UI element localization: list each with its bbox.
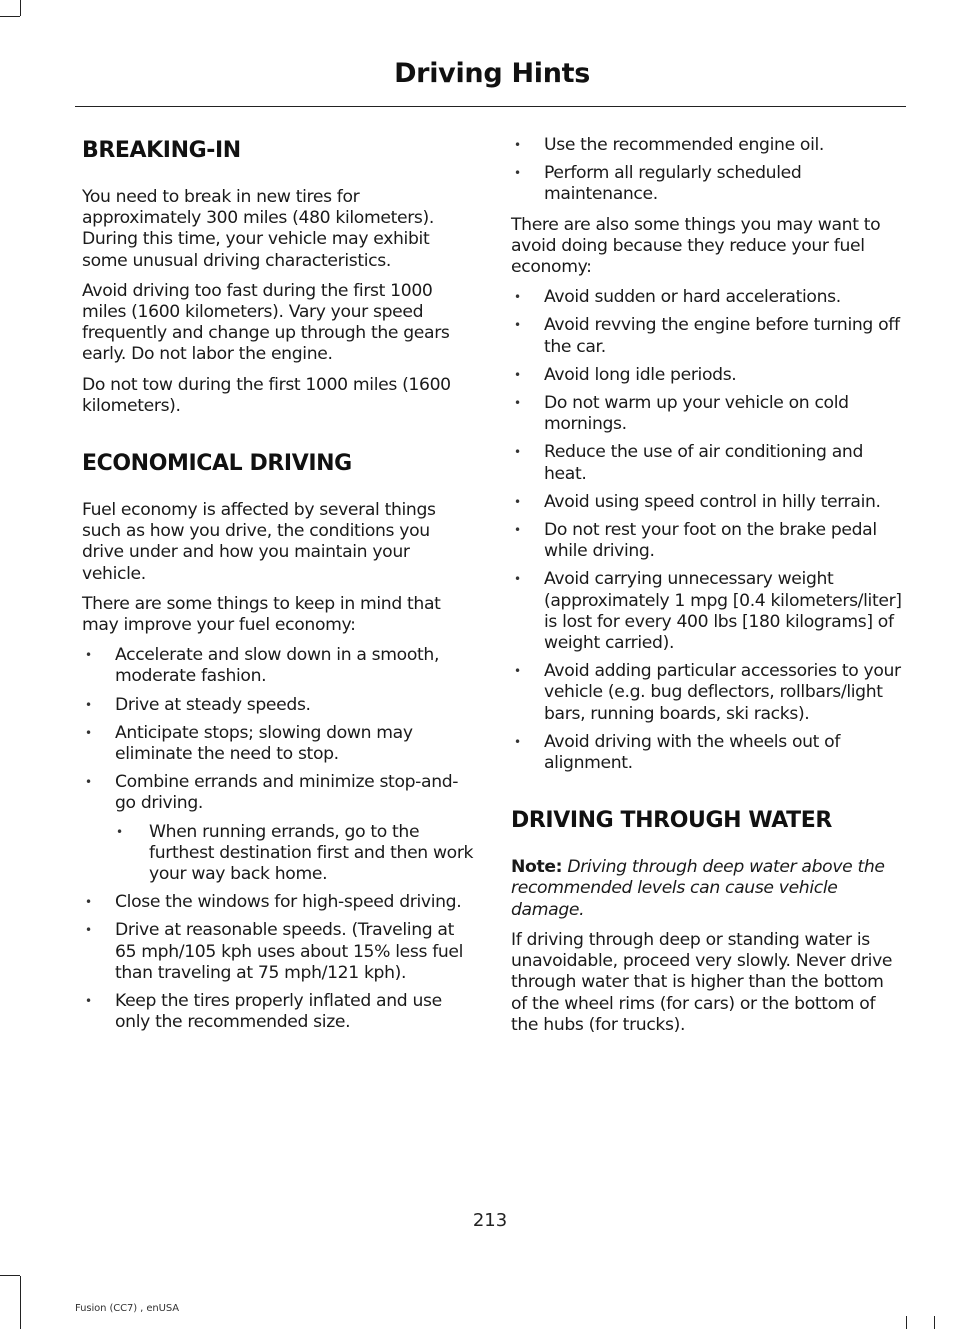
bullet-icon: •	[85, 725, 92, 740]
paragraph: Do not tow during the first 1000 miles (1600 kilometers).	[82, 374, 451, 416]
list-item-text: Avoid carrying unnecessary weight (approximately 1 mpg [0.4 kilometers/liter] is lost for every 400 lbs [180 kilograms] of weight carried).	[544, 569, 902, 654]
bullet-icon: •	[85, 697, 92, 712]
bullet-icon: •	[514, 166, 521, 181]
list-item	[82, 772, 474, 885]
list-item-text: Combine errands and minimize stop-and-go driving.	[115, 772, 459, 814]
list-item-text: Avoid revving the engine before turning off the car.	[544, 315, 900, 357]
bullet-icon: •	[85, 994, 92, 1009]
footer-model-label: Fusion (CC7) , enUSA	[75, 1303, 180, 1314]
right-column	[511, 135, 903, 1045]
crop-mark-bottom-left-v	[20, 1276, 21, 1329]
list-item-text: Drive at steady speeds.	[115, 694, 311, 715]
list-item	[82, 991, 474, 1033]
list-item	[511, 163, 903, 205]
bullet-list	[82, 645, 474, 1033]
bullet-icon: •	[85, 648, 92, 663]
list-item	[82, 645, 474, 687]
bullet-icon: •	[514, 290, 521, 305]
page-title: Driving Hints	[394, 58, 590, 89]
list-item	[511, 365, 903, 386]
note-label: Note:	[511, 857, 563, 878]
list-item-text: Avoid using speed control in hilly terrain.	[544, 491, 881, 512]
bullet-icon: •	[514, 572, 521, 587]
paragraph: There are some things to keep in mind that may improve your fuel economy:	[82, 593, 441, 636]
list-item	[82, 723, 474, 765]
bullet-icon: •	[514, 138, 521, 152]
bullet-icon: •	[85, 775, 92, 790]
list-item-text: Do not warm up your vehicle on cold mornings.	[544, 393, 849, 435]
list-item	[82, 892, 474, 913]
paragraph: Avoid driving too fast during the first 1000 miles (1600 kilometers). Vary your speed frequently and change up through the gears early. Do not labor the engine.	[82, 280, 450, 365]
crop-mark-top-left-h	[0, 16, 20, 17]
list-item-text: Anticipate stops; slowing down may eliminate the need to stop.	[115, 722, 413, 765]
list-item	[511, 287, 903, 308]
list-item-text: Accelerate and slow down in a smooth, moderate fashion.	[115, 645, 440, 687]
paragraph: There are also some things you may want to avoid doing because they reduce your fuel economy:	[511, 214, 881, 278]
list-item-text: Use the recommended engine oil.	[544, 135, 825, 155]
list-item	[511, 135, 903, 156]
list-item-text: Drive at reasonable speeds. (Traveling at 65 mph/105 kph uses about 15% less fuel than traveling at 75 mph/121 kph).	[115, 920, 464, 983]
bullet-icon: •	[514, 396, 521, 411]
bullet-icon: •	[514, 664, 521, 679]
list-item-text: Keep the tires properly inflated and use only the recommended size.	[115, 991, 442, 1033]
paragraph: Fuel economy is affected by several things such as how you drive, the conditions you drive under and how you maintain your vehicle.	[82, 500, 436, 584]
list-item	[511, 520, 903, 562]
list-item	[511, 732, 903, 774]
list-item-text: Avoid driving with the wheels out of alignment.	[544, 731, 841, 774]
list-item-text: Avoid sudden or hard accelerations.	[544, 287, 841, 308]
left-column	[82, 138, 474, 1043]
bullet-icon: •	[116, 824, 123, 839]
list-item-text: When running errands, go to the furthest destination first and then work your way back home.	[149, 821, 474, 885]
list-item	[82, 920, 474, 984]
note	[511, 857, 903, 921]
list-item-text: Avoid long idle periods.	[544, 364, 737, 385]
list-item-text: Do not rest your foot on the brake pedal while driving.	[544, 520, 877, 562]
page-number: 213	[472, 1210, 508, 1231]
note-text: Driving through deep water above the recommended levels can cause vehicle damage.	[511, 857, 885, 920]
bullet-icon: •	[514, 734, 521, 749]
bullet-icon: •	[85, 895, 92, 910]
crop-mark-bottom-right-v2	[934, 1316, 935, 1329]
list-item	[82, 695, 474, 716]
list-item	[511, 442, 903, 484]
heading-driving-through-water: DRIVING THROUGH WATER	[511, 808, 832, 834]
heading-breaking-in: BREAKING-IN	[82, 138, 241, 163]
bullet-list	[511, 287, 903, 774]
list-item	[511, 569, 903, 654]
list-item	[511, 393, 903, 435]
bullet-icon: •	[514, 445, 521, 460]
list-item-text: Avoid adding particular accessories to your vehicle (e.g. bug deflectors, rollbars/light bars, running boards, ski racks).	[544, 661, 901, 724]
bullet-icon: •	[514, 367, 521, 382]
crop-mark-bottom-right-v1	[906, 1316, 907, 1329]
list-item	[511, 315, 903, 357]
sub-list-item	[115, 822, 474, 886]
bullet-icon: •	[85, 923, 92, 938]
paragraph: You need to break in new tires for approximately 300 miles (480 kilometers). During this time, your vehicle may exhibit some unusual driving characteristics.	[82, 187, 434, 271]
list-item-text: Perform all regularly scheduled maintenance.	[544, 163, 802, 205]
bullet-icon: •	[514, 318, 521, 333]
list-item-text: Close the windows for high-speed driving.	[115, 892, 462, 913]
bullet-list	[511, 135, 903, 206]
heading-economical-driving: ECONOMICAL DRIVING	[82, 451, 352, 477]
header-rule	[75, 106, 906, 107]
list-item	[511, 492, 903, 513]
paragraph: If driving through deep or standing water is unavoidable, proceed very slowly. Never drive through water that is higher than the bottom of the wheel rims (for cars) or the bottom of the hubs (for trucks).	[511, 929, 893, 1035]
bullet-icon: •	[514, 523, 521, 538]
list-item-text: Reduce the use of air conditioning and heat.	[544, 442, 864, 484]
list-item	[511, 661, 903, 725]
bullet-icon: •	[514, 494, 521, 509]
crop-mark-bottom-left-h	[0, 1275, 20, 1276]
crop-mark-top-left-v	[20, 0, 21, 16]
sub-bullet-list	[115, 822, 474, 886]
